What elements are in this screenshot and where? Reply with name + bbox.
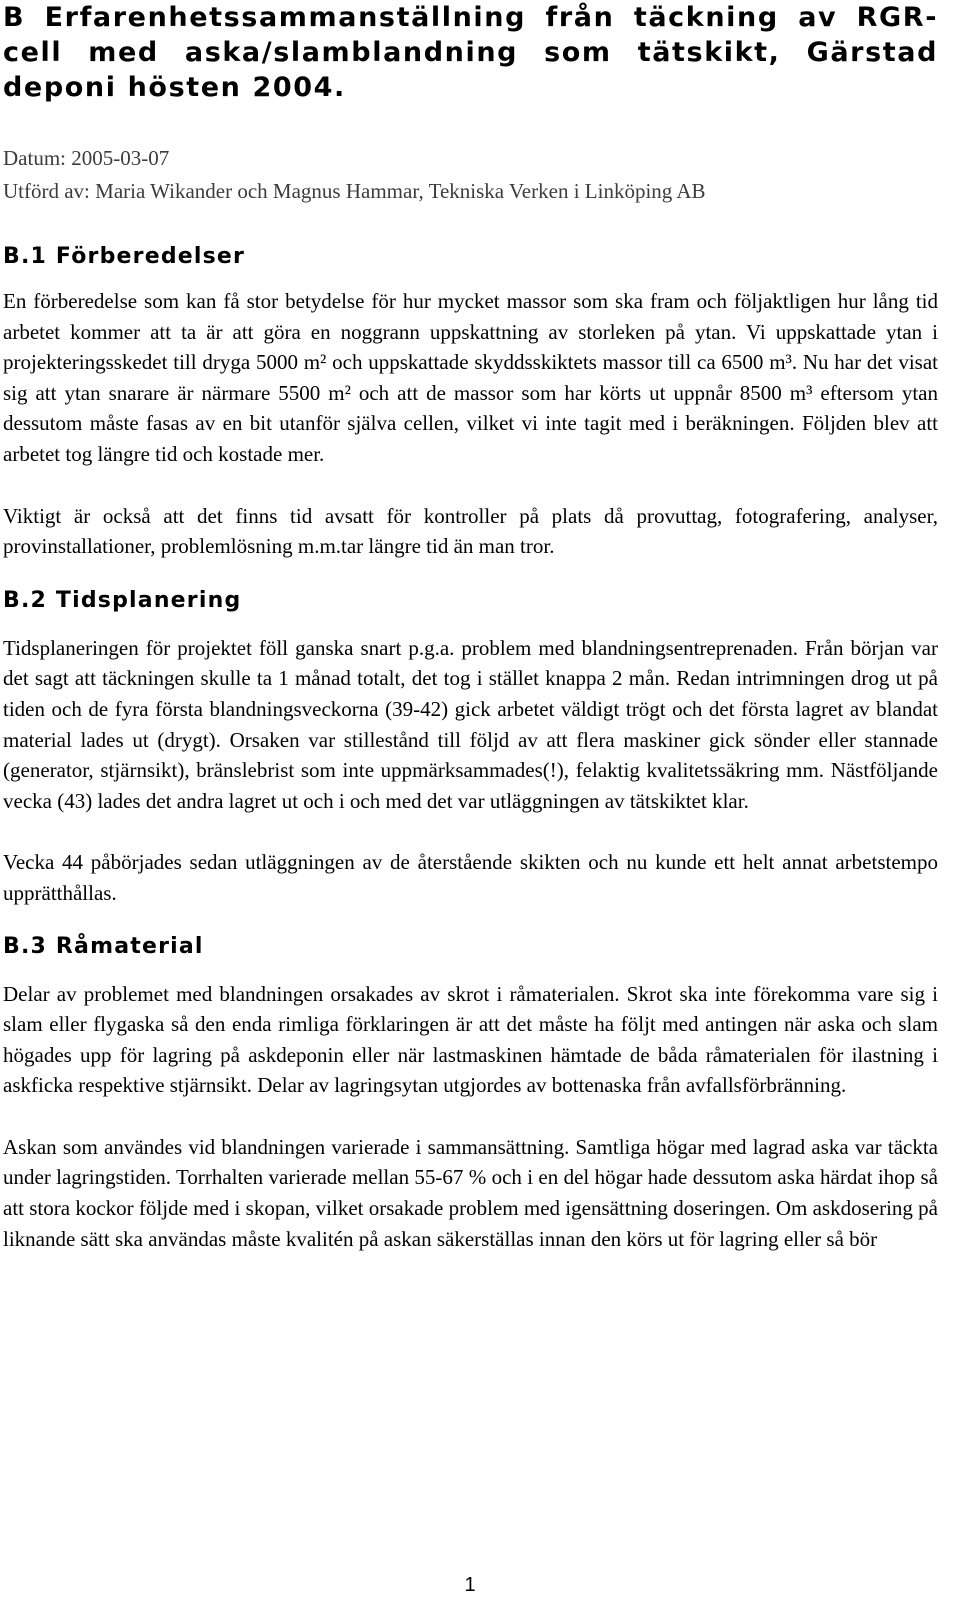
document-meta <box>3 142 938 208</box>
document-page <box>3 0 938 1254</box>
paragraph: Vecka 44 påbörjades sedan utläggningen av de återstående skikten och nu kunde ett helt annat arbetstempo upprätthållas. <box>3 850 938 905</box>
section-tidsplanering <box>3 586 938 909</box>
paragraph: Delar av problemet med blandningen orsakades av skrot i råmaterialen. Skrot ska inte förekomma vare sig i slam eller flygaska så den enda rimliga förklaringen är att det måste ha följt med antingen när aska och slam högades upp för lagring på askdeponin eller när lastmaskinen hämtade de båda råmaterialen för ilastning i askficka respektive stjärnsikt. Delar av lagringsytan utgjordes av bottenaska från avfallsförbränning. <box>3 981 938 1098</box>
author-line: Utförd av: Maria Wikander och Magnus Hammar, Tekniska Verken i Linköping AB <box>3 179 706 203</box>
section-heading: B.2 Tidsplanering <box>3 587 242 613</box>
paragraph: Askan som användes vid blandningen varierade i sammansättning. Samtliga högar med lagrad aska var täckta under lagringstiden. Torrhalten varierade mellan 55-67 % och i en del högar hade dessutom aska härdat ihop så att stora kockor följde med i skopan, vilket orsakade problem med igensättning doseringen. Om askdosering på liknande sätt ska användas måste kvalitén på askan säkerställas innan den körs ut för lagring eller så bör <box>3 1134 938 1251</box>
date-line: Datum: 2005-03-07 <box>3 146 170 170</box>
paragraph: Viktigt är också att det finns tid avsatt för kontroller på plats då provuttag, fotografering, analyser, provinstallationer, problemlösning m.m.tar längre tid än man tror. <box>3 503 938 559</box>
document-title: B Erfarenhetssammanställning från täckning av RGR-cell med aska/slamblandning som tätskikt, Gärstad deponi hösten 2004. <box>3 2 938 103</box>
paragraph: Tidsplaneringen för projektet föll ganska snart p.g.a. problem med blandningsentreprenaden. Från början var det sagt att täckningen skulle ta 1 månad totalt, det tog i stället knappa 2 mån. Redan intrimningen drog ut på tiden och de fyra första blandningsveckorna (39-42) gick arbetet väldigt trögt och det första lagret av blandat material lades ut (drygt). Orsaken var stillestånd till följd av att flera maskiner gick sönder eller stannade (generator, stjärnsikt), bränslebrist som inte uppmärksammades(!), felaktig kvalitetssäkring mm. Nästföljande vecka (43) lades det andra lagret ut och i och med det var utläggningen av tätskiktet klar. <box>3 635 938 813</box>
section-heading: B.3 Råmaterial <box>3 933 204 959</box>
section-ramaterial <box>3 932 938 1255</box>
section-forberedelser <box>3 242 938 562</box>
section-heading: B.1 Förberedelser <box>3 244 246 269</box>
paragraph: En förberedelse som kan få stor betydelse för hur mycket massor som ska fram och följaktligen hur lång tid arbetet kommer att ta är att göra en noggrann uppskattning av storleken på ytan. Vi uppskattade ytan i projekteringsskedet till dryga 5000 m² och uppskattade skyddsskiktets massor till ca 6500 m³. Nu har det visat sig att ytan snarare är närmare 5500 m² och att de massor som har körts ut uppnår 8500 m³ eftersom ytan dessutom måste fasas av en bit utanför själva cellen, vilket vi inte tagit med i beräkningen. Följden blev att arbetet tog längre tid och kostade mer. <box>3 289 938 466</box>
page-number: 1 <box>464 1574 476 1596</box>
